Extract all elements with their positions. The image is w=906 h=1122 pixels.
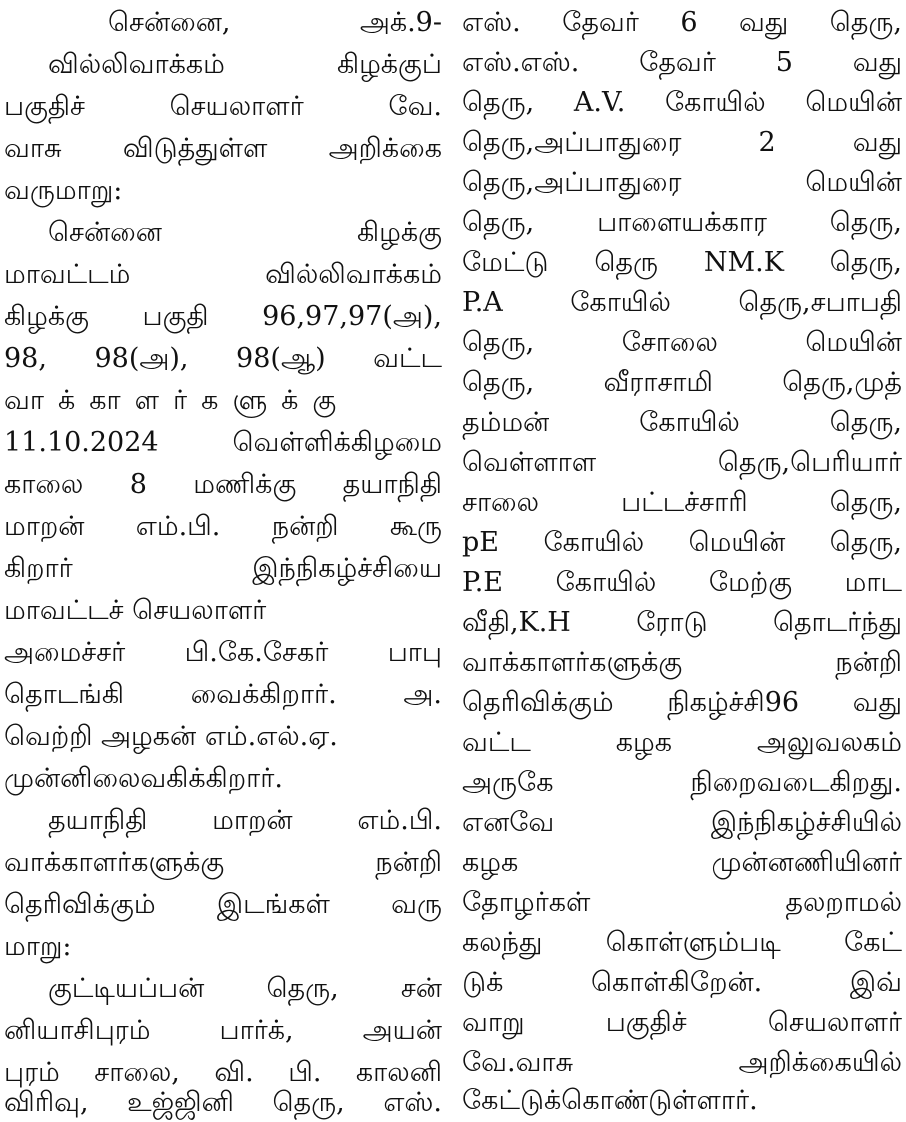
text-line: குட்டியப்பன் தெரு, சன் <box>48 973 442 1004</box>
text-line: வில்லிவாக்கம் கிழக்குப் <box>48 49 442 80</box>
text-line: பகுதிச் செயலாளர் வே. <box>4 91 442 122</box>
text-line: மாவட்டம் வில்லிவாக்கம் <box>4 259 442 290</box>
text-line: தெரு, வீராசாமி தெரு,முத் <box>462 367 902 398</box>
text-line: மாவட்டச் செயலாளர் <box>4 595 267 626</box>
article-left-column <box>4 0 442 1122</box>
article-right-column <box>462 0 902 1122</box>
text-line: தெரிவிக்கும் நிகழ்ச்சி96 வது <box>462 687 902 718</box>
text-line: தெரு, சோலை மெயின் <box>462 327 902 358</box>
text-line: சென்னை கிழக்கு <box>48 217 442 248</box>
dateline: சென்னை, அக்.9- <box>108 7 442 38</box>
text-line: தெரு,அப்பாதுரை மெயின் <box>462 167 902 198</box>
text-line: pE கோயில் மெயின் தெரு, <box>462 527 902 558</box>
text-line: தம்மன் கோயில் தெரு, <box>462 407 902 438</box>
text-line: னியாசிபுரம் பார்க், அயன் <box>4 1015 442 1046</box>
text-line: தெரு, பாளையக்கார தெரு, <box>462 207 902 238</box>
text-line: மேட்டு தெரு NM.K தெரு, <box>462 247 902 278</box>
text-line: காலை 8 மணிக்கு தயாநிதி <box>4 469 442 500</box>
text-line: தொடங்கி வைக்கிறார். அ. <box>4 679 442 710</box>
text-line: வாக்காளர்களுக்கு நன்றி <box>462 647 902 678</box>
text-line: சாலை பட்டச்சாரி தெரு, <box>462 487 902 518</box>
text-line: தெரு,அப்பாதுரை 2 வது <box>462 127 902 158</box>
text-line: கேட்டுக்கொண்டுள்ளார். <box>462 1085 758 1116</box>
text-line: வட்ட கழக அலுவலகம் <box>462 727 902 758</box>
text-line: 11.10.2024 வெள்ளிக்கிழமை <box>4 427 442 458</box>
text-line: வெள்ளாள தெரு,பெரியார் <box>462 447 902 478</box>
text-line: தெரிவிக்கும் இடங்கள் வரு <box>4 889 442 920</box>
text-line: டுக் கொள்கிறேன். இவ் <box>462 967 902 998</box>
text-line: வாறு பகுதிச் செயலாளர் <box>462 1007 902 1038</box>
text-line: கழக முன்னணியினர் <box>462 847 902 878</box>
text-line: வாக்காளர்களுக்கு நன்றி <box>4 847 442 878</box>
text-line: மாறு: <box>4 931 72 962</box>
text-line: வே.வாசு அறிக்கையில் <box>462 1047 902 1078</box>
text-line: புரம் சாலை, வி. பி. காலனி <box>4 1057 442 1088</box>
text-line: வருமாறு: <box>4 175 123 206</box>
text-line: கிறார் இந்நிகழ்ச்சியை <box>4 553 442 584</box>
text-line: வீதி,K.H ரோடு தொடர்ந்து <box>462 607 902 638</box>
text-line: P.A கோயில் தெரு,சபாபதி <box>462 287 902 318</box>
text-line: எஸ்.எஸ். தேவர் 5 வது <box>462 47 902 78</box>
text-line: வாக்காளர்களுக்கு <box>4 385 351 416</box>
text-line: முன்னிலைவகிக்கிறார். <box>4 763 283 794</box>
text-line: எஸ். தேவர் 6 வது தெரு, <box>462 7 902 38</box>
text-line: விரிவு, உஜ்ஜினி தெரு, எஸ். <box>4 1087 442 1118</box>
text-line: 98, 98(அ), 98(ஆ) வட்ட <box>4 343 442 374</box>
text-line: எனவே இந்நிகழ்ச்சியில் <box>462 807 902 838</box>
text-line: P.E கோயில் மேற்கு மாட <box>462 567 902 598</box>
text-line: வாசு விடுத்துள்ள அறிக்கை <box>4 133 442 164</box>
text-line: தயாநிதி மாறன் எம்.பி. <box>48 805 442 836</box>
text-line: தெரு, A.V. கோயில் மெயின் <box>462 87 902 118</box>
text-line: தோழர்கள் தலறாமல் <box>462 887 902 918</box>
text-line: மாறன் எம்.பி. நன்றி கூரு <box>4 511 442 542</box>
text-line: அமைச்சர் பி.கே.சேகர் பாபு <box>4 637 442 668</box>
text-line: வெற்றி அழகன் எம்.எல்.ஏ. <box>4 721 338 752</box>
text-line: கிழக்கு பகுதி 96,97,97(அ), <box>4 301 442 332</box>
text-line: கலந்து கொள்ளும்படி கேட் <box>462 927 902 958</box>
text-line: அருகே நிறைவடைகிறது. <box>462 767 902 798</box>
